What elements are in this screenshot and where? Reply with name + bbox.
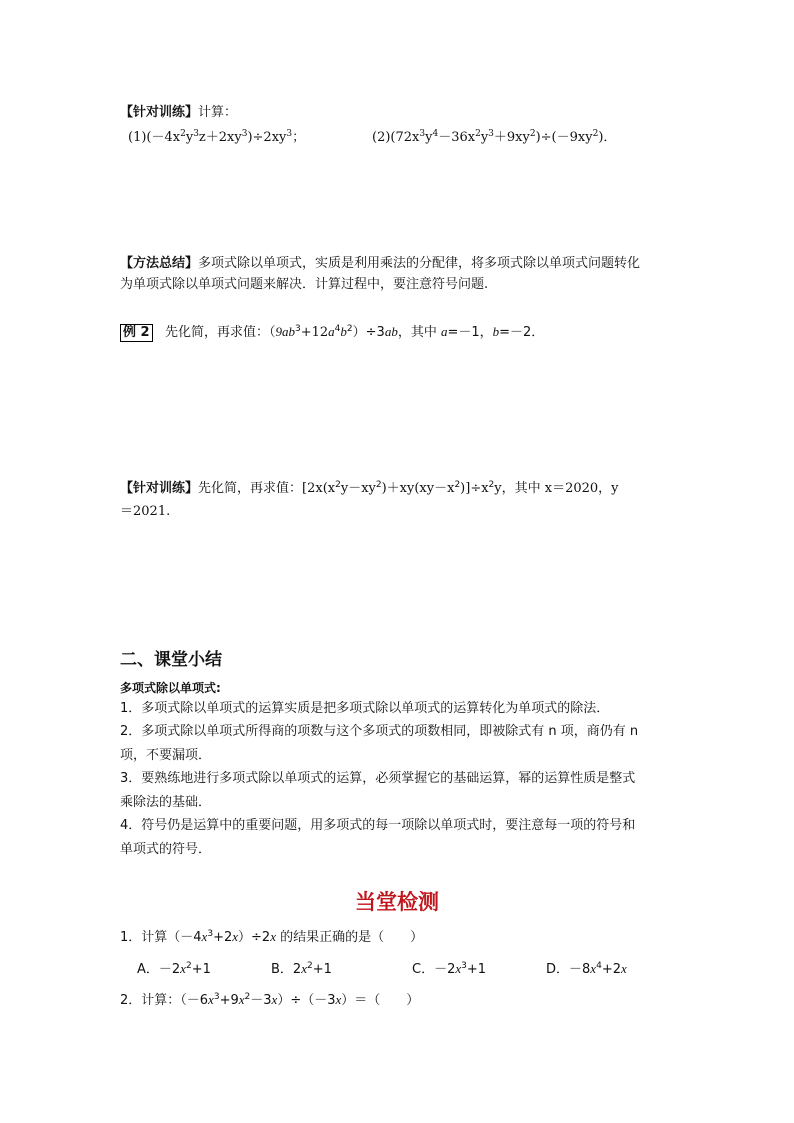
example-2-text: =－1， (447, 325, 493, 340)
exponent: 2 (306, 961, 313, 971)
option-text: B．2 (271, 962, 302, 977)
method-summary-line-2: 为单项式除以单项式问题来解决．计算过程中，要注意符号问题. (120, 277, 489, 292)
math-term: x (201, 929, 208, 944)
example-2-text: +12 (300, 325, 329, 340)
problem-1-text: z＋2xy (198, 130, 242, 145)
training-2-text: y，其中 x＝2020，y (494, 481, 619, 496)
method-summary-line-1 (120, 254, 640, 274)
problem-1-text: )÷2xy (247, 130, 287, 145)
example-2-text: 先化简，再求值：（ (164, 325, 276, 340)
question-text: 的结果正确的是（ ） (275, 930, 424, 945)
exponent: 2 (244, 992, 251, 1002)
math-term: ab (384, 324, 398, 339)
problem-2 (372, 128, 616, 148)
problem-1 (128, 128, 305, 148)
exponent: 4 (596, 961, 602, 971)
exponent: 4 (432, 129, 439, 139)
summary-item-1: 1．多项式除以单项式的运算实质是把多项式除以单项式的运算转化为单项式的除法． (120, 701, 610, 716)
exponent: 2 (475, 129, 481, 139)
training-2-text: [2x(x (302, 481, 336, 496)
question-text: ）＝（ ） (341, 993, 420, 1008)
math-term: b (340, 324, 347, 339)
example-2-text: ）÷3 (352, 325, 385, 340)
question-text: ）÷（－3 (277, 993, 336, 1008)
problem-1-text: ； (292, 130, 306, 145)
example-2-text: ，其中 (397, 325, 441, 340)
exponent: 2 (375, 480, 382, 490)
math-term: a (328, 324, 335, 339)
section-title-summary: 二、课堂小结 (120, 650, 222, 670)
training-2-heading: 【针对训练】 (120, 481, 199, 496)
problem-2-text: y (425, 130, 433, 145)
summary-item-3-line-1: 3．要熟练地进行多项式除以单项式的运算，必须掌握它的基础运算，幂的运算性质是整式 (120, 771, 636, 786)
problem-1-text: y (185, 130, 194, 145)
problem-1-text: (1)(－4x (128, 130, 181, 145)
math-term: x (455, 961, 462, 976)
training-2-line-2: ＝2021. (120, 504, 171, 519)
summary-item-3-line-2: 乘除法的基础． (120, 795, 212, 810)
math-term: x (301, 961, 307, 976)
exponent: 3 (286, 129, 293, 139)
math-term: b (492, 324, 500, 339)
question-text: +2 (213, 930, 233, 945)
section-title-test: 当堂检测 (355, 890, 439, 914)
method-summary-heading: 【方法总结】 (120, 256, 199, 271)
option-text: A．－2 (137, 962, 181, 977)
question-text: 2．计算：（－6 (120, 993, 209, 1008)
exponent: 2 (529, 129, 536, 139)
question-2 (120, 990, 419, 1011)
option-c (412, 958, 486, 977)
math-term: x (208, 992, 214, 1007)
example-2-tag: 例 2 (120, 324, 153, 342)
summary-item-4-line-2: 单项式的符号． (120, 842, 212, 857)
option-text: +2 (601, 962, 621, 977)
question-text: ）÷2 (238, 930, 271, 945)
exponent: 2 (335, 480, 341, 490)
training-1-heading: 【针对训练】 (120, 105, 199, 120)
question-1 (120, 927, 423, 948)
summary-subtitle: 多项式除以单项式: (120, 681, 221, 695)
option-text: +1 (466, 962, 487, 977)
math-term: a (440, 324, 448, 339)
method-summary-text: 多项式除以单项式，实质是利用乘法的分配律，将多项式除以单项式问题转化 (198, 256, 641, 271)
exponent: 3 (241, 129, 248, 139)
exponent: 2 (454, 480, 461, 490)
exponent: 4 (334, 324, 341, 334)
option-text: D．－8 (546, 962, 591, 977)
exponent: 3 (207, 929, 214, 939)
question-text: －3 (250, 993, 272, 1008)
example-2 (120, 322, 544, 343)
summary-item-2-line-2: 项，不要漏项． (120, 748, 212, 763)
exponent: 2 (185, 961, 192, 971)
math-term: x (180, 961, 186, 976)
option-d (546, 958, 627, 977)
example-2-text: =－2． (499, 325, 545, 340)
math-term: x (620, 961, 627, 976)
training-2-text: y－xy (340, 481, 376, 496)
exponent: 3 (193, 129, 199, 139)
problem-2-text: －36x (438, 130, 476, 145)
math-term: x (335, 992, 342, 1007)
training-2-line-1 (120, 479, 619, 499)
exponent: 3 (213, 992, 220, 1002)
math-term: x (270, 929, 276, 944)
exponent: 3 (295, 324, 301, 334)
option-text: +1 (191, 962, 211, 977)
math-term: x (232, 929, 239, 944)
option-text: +1 (312, 962, 332, 977)
exponent: 3 (461, 961, 467, 971)
problem-2-text: (2)(72x (372, 130, 420, 145)
exponent: 2 (488, 480, 495, 490)
math-term: x (271, 992, 278, 1007)
training-1-heading-line (120, 103, 237, 123)
math-term: x (590, 961, 597, 976)
option-a (137, 958, 211, 977)
training-2-text: )＋xy(xy－x (381, 481, 455, 496)
exponent: 2 (180, 129, 186, 139)
option-text: C．－2 (412, 962, 456, 977)
training-2-text: 先化简，再求值： (198, 481, 303, 496)
summary-item-2-line-1: 2．多项式除以单项式所得商的项数与这个多项式的项数相同，即被除式有 n 项，商仍有 n (120, 724, 639, 739)
option-b (271, 958, 332, 977)
exponent: 3 (419, 129, 426, 139)
exponent: 2 (346, 324, 353, 334)
exponent: 2 (592, 129, 599, 139)
problem-2-text: )． (598, 130, 617, 145)
exponent: 3 (488, 129, 494, 139)
summary-item-4-line-1: 4．符号仍是运算中的重要问题，用多项式的每一项除以单项式时，要注意每一项的符号和 (120, 818, 636, 833)
training-2-text: )]÷x (460, 481, 489, 496)
question-text: +9 (219, 993, 239, 1008)
problem-2-text: ＋9xy (493, 130, 530, 145)
problem-2-text: y (480, 130, 489, 145)
problem-2-text: )÷(－9xy (535, 130, 593, 145)
question-text: 1．计算（－4 (120, 930, 202, 945)
training-1-label: 计算： (198, 105, 238, 120)
math-term: x (238, 992, 245, 1007)
math-term: 9ab (275, 324, 295, 339)
